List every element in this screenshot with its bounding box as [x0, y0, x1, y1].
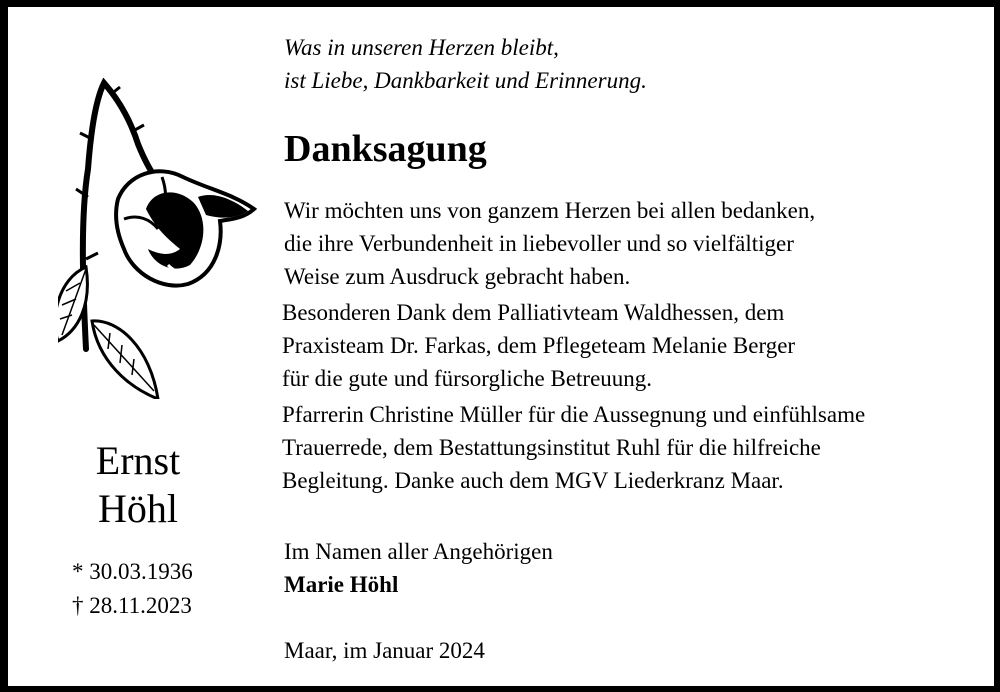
quote-line: Was in unseren Herzen bleibt,	[284, 35, 559, 60]
paragraph-line: Begleitung. Danke auch dem MGV Liederkranz Maar.	[282, 468, 784, 493]
page-title: Danksagung	[284, 128, 487, 170]
place-and-date: Maar, im Januar 2024	[284, 638, 485, 663]
paragraph-line: Weise zum Ausdruck gebracht haben.	[284, 264, 631, 289]
death-date: † 28.11.2023	[72, 593, 192, 618]
thanks-paragraph	[282, 296, 795, 395]
paragraph-line: Besonderen Dank dem Palliativteam Waldhessen, dem	[282, 300, 785, 325]
deceased-name	[48, 437, 228, 533]
obituary-card	[8, 7, 994, 686]
paragraph-line: Wir möchten uns von ganzem Herzen bei allen bedanken,	[284, 198, 816, 223]
signer-name: Marie Höhl	[284, 572, 399, 597]
quote-line: ist Liebe, Dankbarkeit und Erinnerung.	[284, 68, 647, 93]
thanks-paragraph	[284, 194, 815, 293]
birth-date: * 30.03.1936	[72, 559, 193, 584]
thanks-paragraph	[282, 398, 865, 497]
signature-block	[284, 535, 553, 601]
paragraph-line: Pfarrerin Christine Müller für die Aussegnung und einfühlsame	[282, 402, 866, 427]
paragraph-line: die ihre Verbundenheit in liebevoller und so vielfältiger	[284, 231, 794, 256]
deceased-last-name: Höhl	[98, 486, 178, 531]
wilted-rose-icon	[58, 69, 268, 399]
memorial-quote	[284, 31, 647, 97]
paragraph-line: Praxisteam Dr. Farkas, dem Pflegeteam Melanie Berger	[282, 333, 796, 358]
signature-intro: Im Namen aller Angehörigen	[284, 539, 553, 564]
life-dates	[72, 555, 193, 623]
deceased-first-name: Ernst	[95, 438, 181, 483]
paragraph-line: für die gute und fürsorgliche Betreuung.	[282, 366, 653, 391]
paragraph-line: Trauerrede, dem Bestattungsinstitut Ruhl für die hilfreiche	[282, 435, 821, 460]
